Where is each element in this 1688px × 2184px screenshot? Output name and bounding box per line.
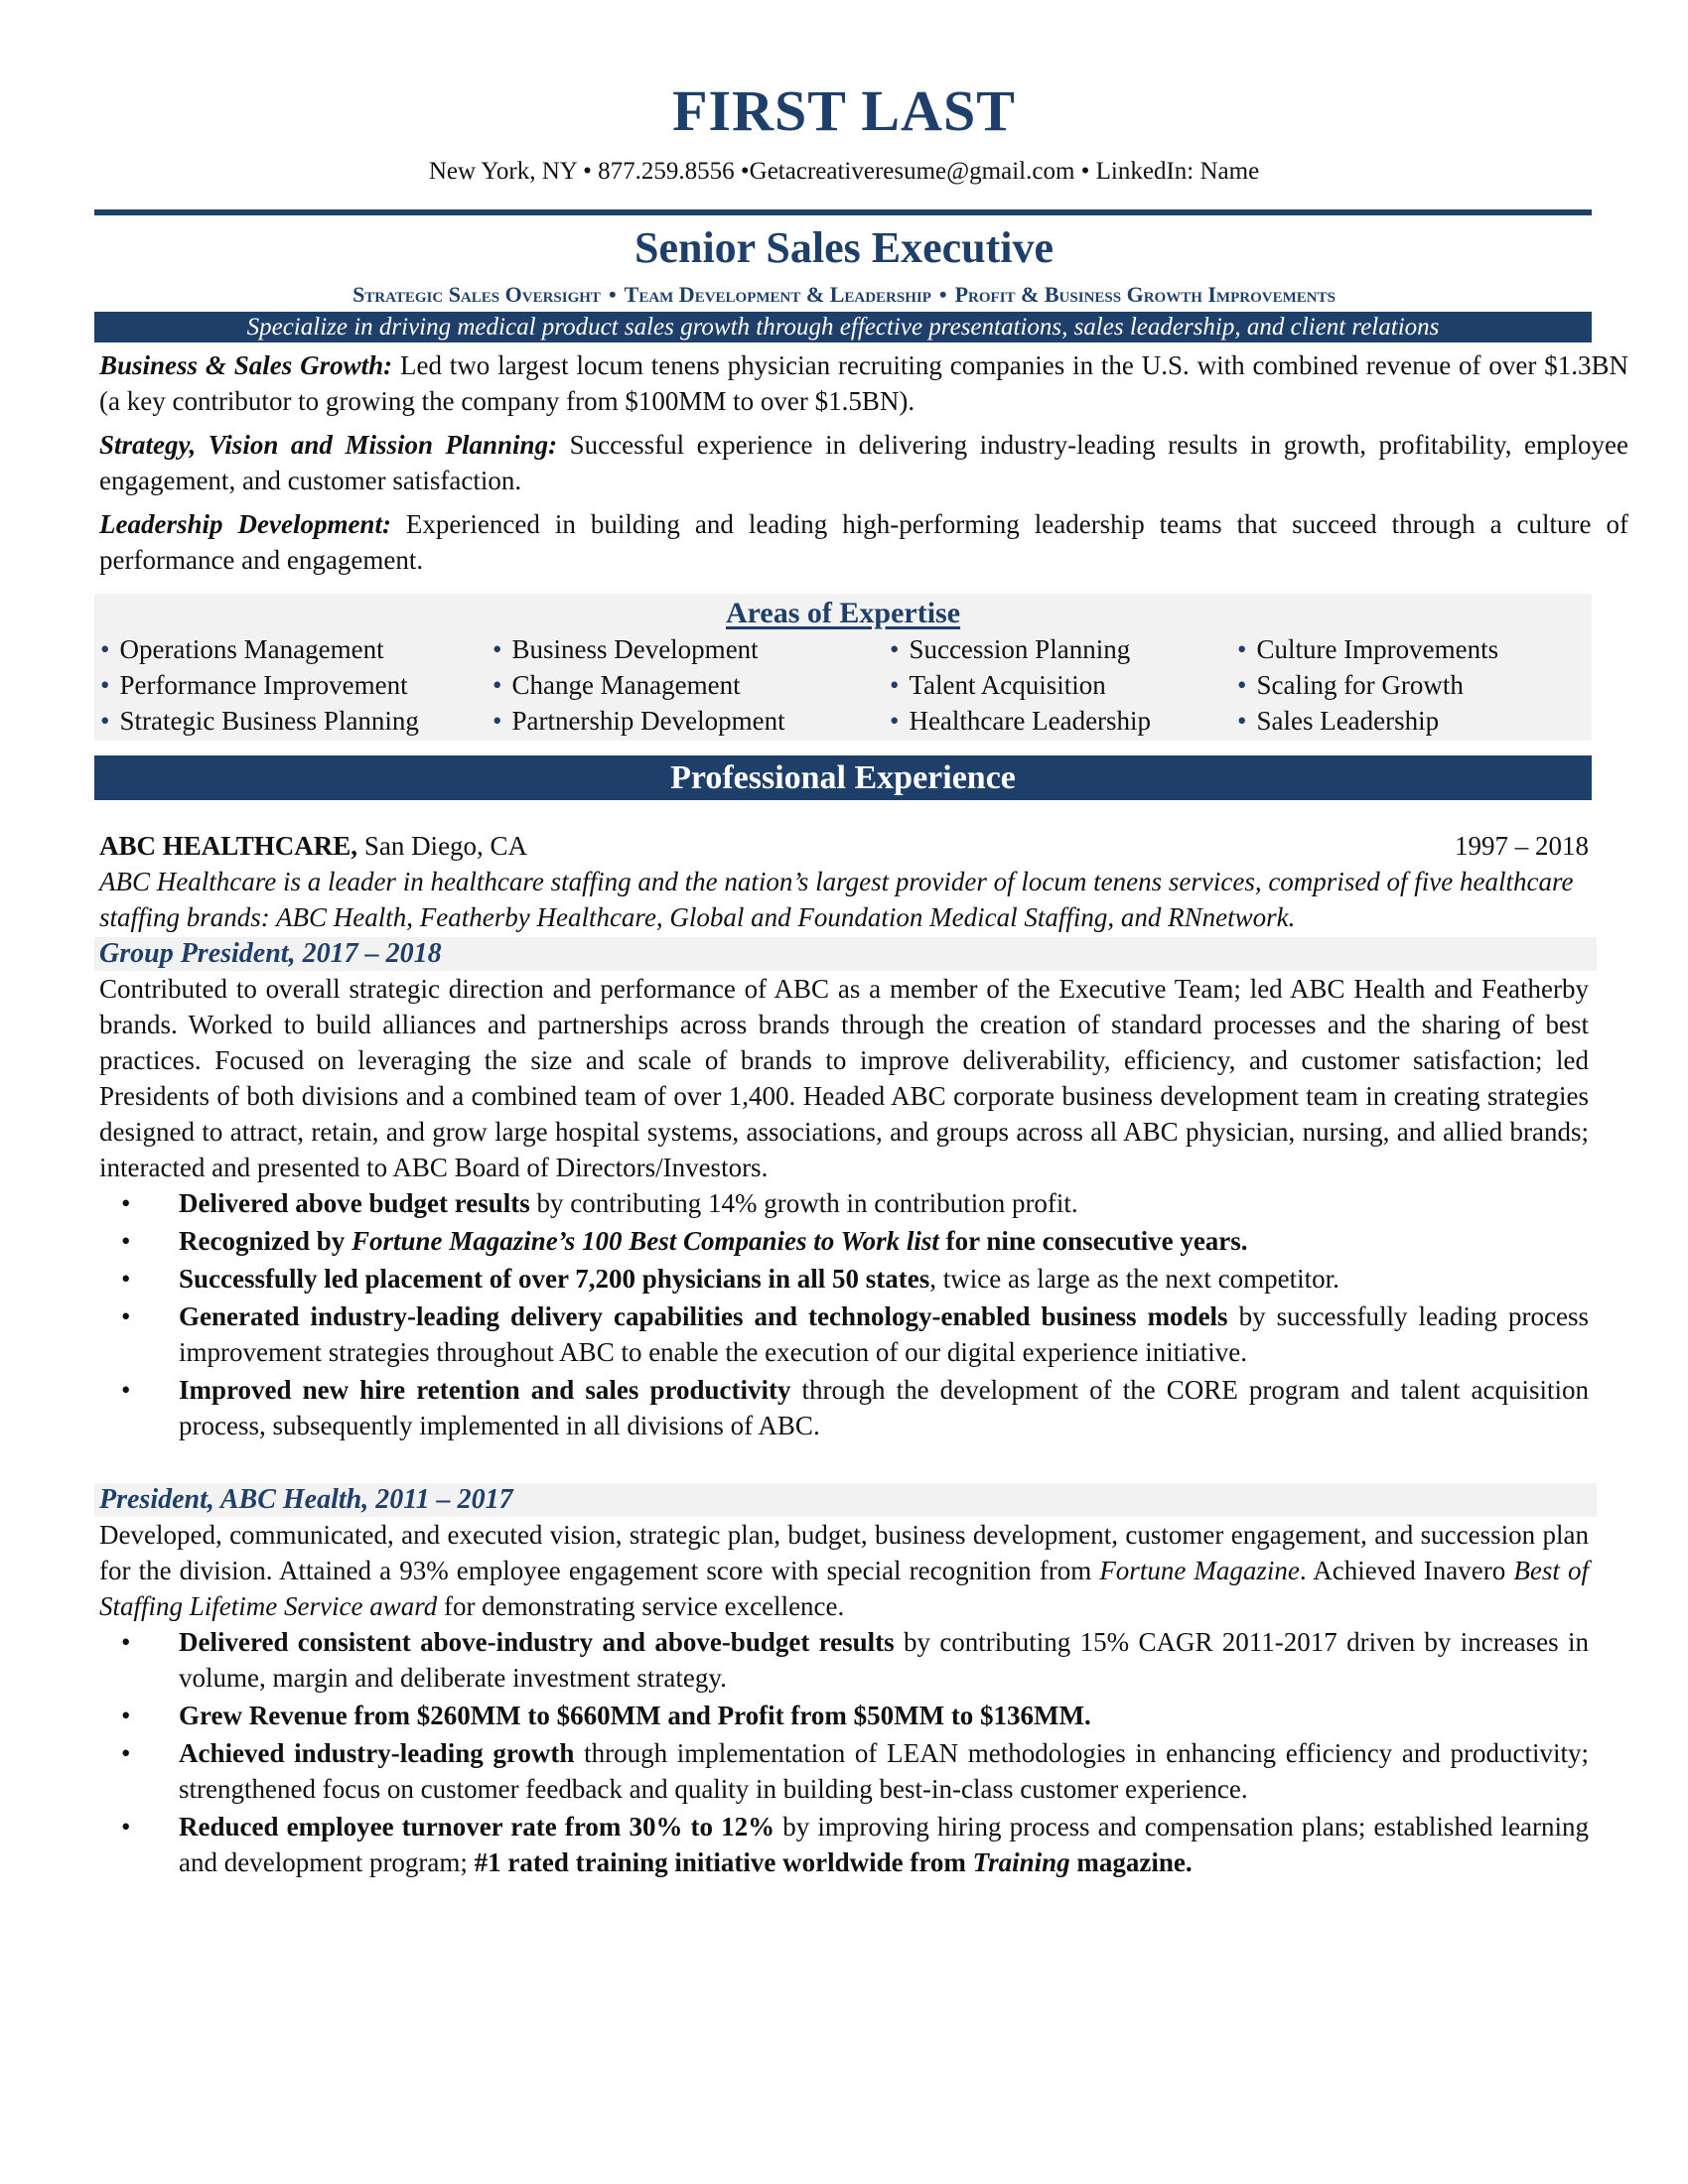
summary-text: Led two largest locum tenens physician recruiting companies in the U.S. with combined revenue of over $1.3BN (a key contributor to growing the company from $100MM to over $1.5BN). <box>99 350 1628 416</box>
contact-line: New York, NY • 877.259.8556 •Getacreativeresume@gmail.com • LinkedIn: Name <box>428 158 1260 185</box>
achievement-publication: Training <box>972 1847 1070 1877</box>
achievement-list <box>99 1185 1589 1443</box>
expertise-item-label: Culture Improvements <box>1256 634 1499 664</box>
bullet-icon: • <box>121 1812 131 1842</box>
achievement-highlight: Achieved industry-leading growth <box>179 1738 575 1768</box>
achievement-highlight: magazine. <box>1069 1847 1193 1877</box>
bullet-icon: • <box>121 1264 131 1294</box>
expertise-item-label: Performance Improvement <box>119 670 408 700</box>
achievement-item <box>99 1185 1589 1221</box>
achievement-highlight: for nine consecutive years. <box>938 1226 1248 1256</box>
expertise-column <box>1237 631 1498 739</box>
keyword-separator: • <box>608 282 617 307</box>
expertise-item <box>492 703 890 739</box>
expertise-item <box>1237 631 1498 667</box>
expertise-item <box>100 631 492 667</box>
summary-lead: Business & Sales Growth: <box>99 350 393 380</box>
keyword: Profit & Business Growth Improvements <box>954 282 1336 307</box>
company-line <box>99 828 1589 864</box>
bullet-icon: • <box>121 1738 131 1768</box>
bullet-icon: • <box>121 1627 131 1657</box>
bullet-icon: • <box>121 1188 131 1218</box>
expertise-item <box>890 703 1237 739</box>
expertise-item-label: Operations Management <box>119 634 384 664</box>
bullet-icon: • <box>492 706 502 736</box>
achievement-highlight: Delivered above budget results <box>179 1188 530 1218</box>
expertise-item-label: Partnership Development <box>511 706 785 736</box>
expertise-column <box>492 631 890 739</box>
achievement-highlight: Improved new hire retention and sales productivity <box>179 1375 791 1405</box>
expertise-item <box>492 631 890 667</box>
achievement-text: through implementation of LEAN methodologies in enhancing efficiency and productivity; strengthened focus on customer feedback and quality in building best-in-class customer experience. <box>179 1738 1590 1804</box>
bullet-icon: • <box>100 634 110 664</box>
summary-text: Successful experience in delivering industry-leading results in growth, profitability, employee engagement, and customer satisfaction. <box>99 430 1628 495</box>
bullet-icon: • <box>121 1226 131 1256</box>
bullet-icon: • <box>890 634 900 664</box>
summary-paragraph <box>99 347 1628 419</box>
achievement-item <box>99 1735 1589 1807</box>
bullet-icon: • <box>100 670 110 700</box>
expertise-column <box>100 631 492 739</box>
areas-of-expertise <box>94 594 1592 741</box>
expertise-item <box>890 631 1237 667</box>
bullet-icon: • <box>1237 706 1247 736</box>
expertise-heading <box>94 594 1592 631</box>
expertise-item <box>1237 703 1498 739</box>
bullet-icon: • <box>492 670 502 700</box>
achievement-item <box>99 1372 1589 1443</box>
achievement-highlight: Grew Revenue from $260MM to $660MM and Profit from $50MM to $136MM. <box>179 1701 1091 1730</box>
expertise-item-label: Strategic Business Planning <box>119 706 419 736</box>
achievement-item <box>99 1223 1589 1259</box>
expertise-item-label: Talent Acquisition <box>909 670 1106 700</box>
company-name: ABC HEALTHCARE, <box>99 831 358 861</box>
achievement-item <box>99 1698 1589 1733</box>
role-description <box>99 1517 1589 1624</box>
candidate-name: FIRST LAST <box>672 78 1016 143</box>
role-title: Group President, 2017 – 2018 <box>94 937 1597 971</box>
summary-lead: Leadership Development: <box>99 509 391 539</box>
expertise-item-label: Scaling for Growth <box>1256 670 1464 700</box>
header-divider <box>94 209 1592 215</box>
experience-section <box>99 828 1589 1882</box>
achievement-highlight: Recognized by <box>179 1226 352 1256</box>
achievement-text: by successfully leading process improvement strategies throughout ABC to enable the execution of our digital experience initiative. <box>179 1301 1589 1367</box>
achievement-item <box>99 1809 1589 1880</box>
expertise-grid <box>94 631 1592 739</box>
role-description: Contributed to overall strategic direction and performance of ABC as a member of the Executive Team; led ABC Health and Featherby brands. Worked to build alliances and partnerships across brands through the creation of standard processes and the sharing of best practices. Focused on leveraging the size and scale of brands to improve deliverability, efficiency, and customer satisfaction; led Presidents of both divisions and a combined team of over 1,400. Headed ABC corporate business development team in creating strategies designed to attract, retain, and grow large hospital systems, associations, and groups across all ABC physician, nursing, and allied brands; interacted and presented to ABC Board of Directors/Investors. <box>99 974 1589 1182</box>
achievement-highlight: Generated industry-leading delivery capabilities and technology-enabled business models <box>179 1301 1228 1331</box>
keyword: Strategic Sales Oversight <box>352 282 601 307</box>
company-location: San Diego, CA <box>357 831 528 861</box>
summary-paragraph <box>99 506 1628 578</box>
bullet-icon: • <box>1237 670 1247 700</box>
role-description-text: for demonstrating service excellence. <box>437 1591 845 1621</box>
achievement-item <box>99 1261 1589 1297</box>
achievement-text: through the development of the CORE program and talent acquisition process, subsequently implemented in all divisions of ABC. <box>179 1375 1589 1440</box>
headline-title: Senior Sales Executive <box>633 223 1055 272</box>
company-description: ABC Healthcare is a leader in healthcare staffing and the nation’s largest provider of locum tenens services, comprised of five healthcare staffing brands: ABC Health, Featherby Healthcare, Global and Foundation Medical Staffing, and RNnetwork. <box>99 867 1574 932</box>
achievement-list <box>99 1624 1589 1880</box>
company-dates: 1997 – 2018 <box>1455 831 1589 861</box>
bullet-icon: • <box>890 670 900 700</box>
expertise-item <box>890 667 1237 703</box>
expertise-item <box>100 703 492 739</box>
expertise-item-label: Sales Leadership <box>1256 706 1440 736</box>
achievement-text: , twice as large as the next competitor. <box>929 1264 1339 1294</box>
expertise-item-label: Healthcare Leadership <box>909 706 1152 736</box>
expertise-heading-text: Areas of Expertise <box>725 597 961 629</box>
achievement-highlight: Successfully led placement of over 7,200 physicians in all 50 states <box>179 1264 930 1294</box>
expertise-column <box>890 631 1237 739</box>
achievement-highlight: Reduced employee turnover rate from 30% to 12% <box>179 1812 775 1842</box>
achievement-text: by improving hiring process and compensation plans; established learning and development program; <box>179 1812 1589 1877</box>
bullet-icon: • <box>1237 634 1247 664</box>
expertise-item-label: Business Development <box>511 634 759 664</box>
section-header-professional-experience: Professional Experience <box>94 755 1592 800</box>
expertise-item <box>1237 667 1498 703</box>
achievement-highlight: Delivered consistent above-industry and above-budget results <box>179 1627 895 1657</box>
keyword: Team Development & Leadership <box>624 282 931 307</box>
spacer <box>99 1445 1589 1481</box>
summary-section <box>99 347 1628 586</box>
company-heading <box>99 828 527 864</box>
bullet-icon: • <box>890 706 900 736</box>
expertise-item-label: Succession Planning <box>909 634 1131 664</box>
award-name: Best of Staffing Lifetime Service award <box>99 1556 1589 1621</box>
achievement-text: by contributing 15% CAGR 2011-2017 driven by increases in volume, margin and deliberate investment strategy. <box>179 1627 1589 1693</box>
bullet-icon: • <box>121 1301 131 1331</box>
summary-paragraph <box>99 427 1628 498</box>
keyword-separator: • <box>938 282 947 307</box>
achievement-item <box>99 1298 1589 1370</box>
headline-keywords <box>0 281 1688 309</box>
tagline-band: Specialize in driving medical product sales growth through effective presentations, sales leadership, and client relations <box>94 312 1592 342</box>
expertise-item <box>100 667 492 703</box>
expertise-item-label: Change Management <box>511 670 741 700</box>
summary-lead: Strategy, Vision and Mission Planning: <box>99 430 558 460</box>
role-title: President, ABC Health, 2011 – 2017 <box>94 1483 1597 1517</box>
expertise-item <box>492 667 890 703</box>
achievement-text: by contributing 14% growth in contribution profit. <box>529 1188 1078 1218</box>
publication-name: Fortune Magazine <box>1099 1556 1300 1585</box>
role-description-text: . Achieved Inavero <box>1299 1556 1514 1585</box>
achievement-item <box>99 1624 1589 1696</box>
bullet-icon: • <box>100 706 110 736</box>
achievement-highlight: #1 rated training initiative worldwide from <box>474 1847 973 1877</box>
summary-text: Experienced in building and leading high-performing leadership teams that succeed through a culture of performance and engagement. <box>99 509 1628 575</box>
bullet-icon: • <box>121 1701 131 1730</box>
bullet-icon: • <box>121 1375 131 1405</box>
role-description-text: Developed, communicated, and executed vision, strategic plan, budget, business development, customer engagement, and succession plan for the division. Attained a 93% employee engagement score with special recognition from <box>99 1520 1589 1585</box>
achievement-publication: Fortune Magazine’s 100 Best Companies to Work list <box>351 1226 939 1256</box>
bullet-icon: • <box>492 634 502 664</box>
